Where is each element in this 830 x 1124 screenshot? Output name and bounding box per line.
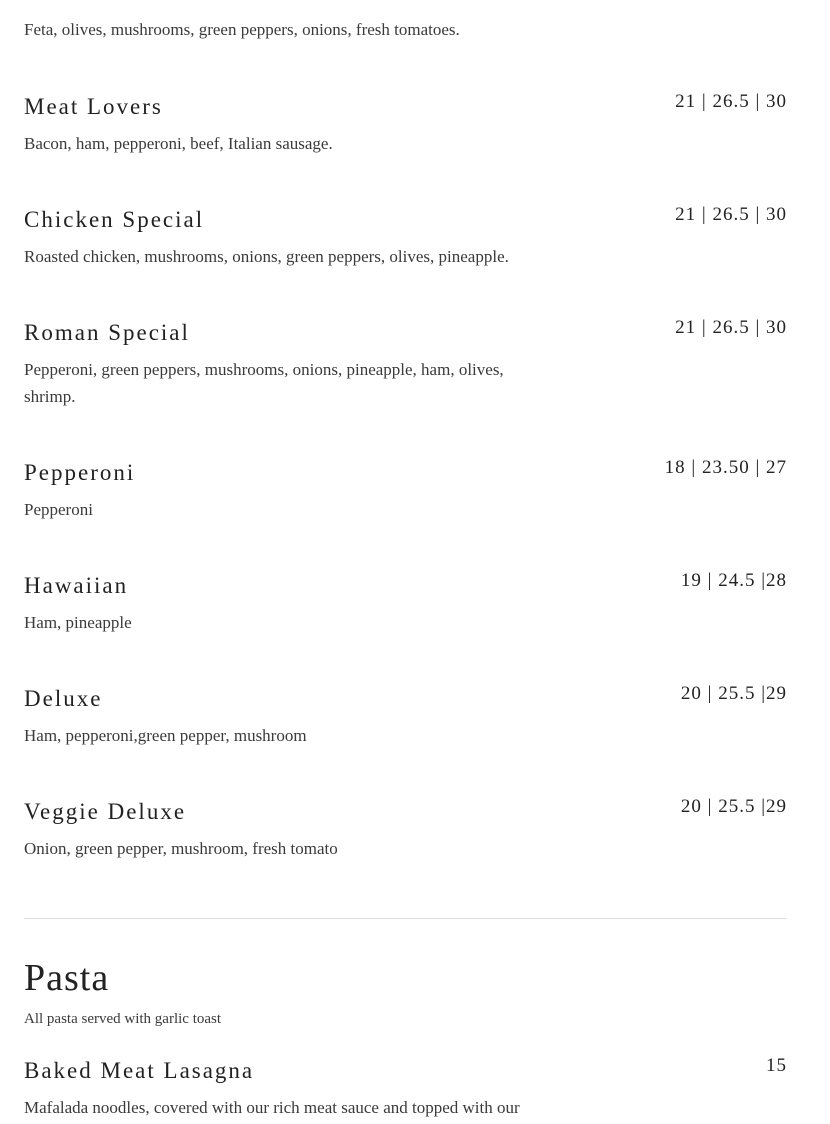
- previous-item-description: Feta, olives, mushrooms, green peppers, onions, fresh tomatoes.: [24, 20, 460, 39]
- item-description: Ham, pepperoni,green pepper, mushroom: [24, 726, 307, 745]
- item-price: 18 | 23.50 | 27: [664, 457, 787, 478]
- item-description: Pepperoni: [24, 500, 93, 519]
- item-price: 19 | 24.5 |28: [680, 570, 787, 591]
- item-name: Baked Meat Lasagna: [24, 1058, 255, 1083]
- item-name: Meat Lovers: [24, 94, 163, 119]
- section-title-pasta: Pasta: [24, 957, 110, 999]
- item-description: Mafalada noodles, covered with our rich meat sauce and topped with our: [24, 1098, 520, 1117]
- item-price: 21 | 26.5 | 30: [675, 204, 787, 225]
- item-description: Pepperoni, green peppers, mushrooms, onions, pineapple, ham, olives, shrimp.: [24, 360, 504, 406]
- item-description: Bacon, ham, pepperoni, beef, Italian sausage.: [24, 134, 333, 153]
- item-description: Roasted chicken, mushrooms, onions, green peppers, olives, pineapple.: [24, 247, 509, 266]
- item-price: 21 | 26.5 | 30: [675, 317, 787, 338]
- item-name: Hawaiian: [24, 573, 129, 598]
- item-price: 20 | 25.5 |29: [680, 796, 787, 817]
- item-price: 20 | 25.5 |29: [680, 683, 787, 704]
- item-price: 15: [766, 1055, 787, 1076]
- item-name: Deluxe: [24, 686, 103, 711]
- item-name: Roman Special: [24, 320, 190, 345]
- section-divider: [24, 918, 787, 919]
- item-name: Chicken Special: [24, 207, 205, 232]
- section-subtitle: All pasta served with garlic toast: [24, 1011, 222, 1027]
- item-description: Onion, green pepper, mushroom, fresh tomato: [24, 839, 338, 858]
- item-description: Ham, pineapple: [24, 613, 132, 632]
- item-price: 21 | 26.5 | 30: [675, 91, 787, 112]
- item-name: Veggie Deluxe: [24, 799, 187, 824]
- item-name: Pepperoni: [24, 460, 136, 485]
